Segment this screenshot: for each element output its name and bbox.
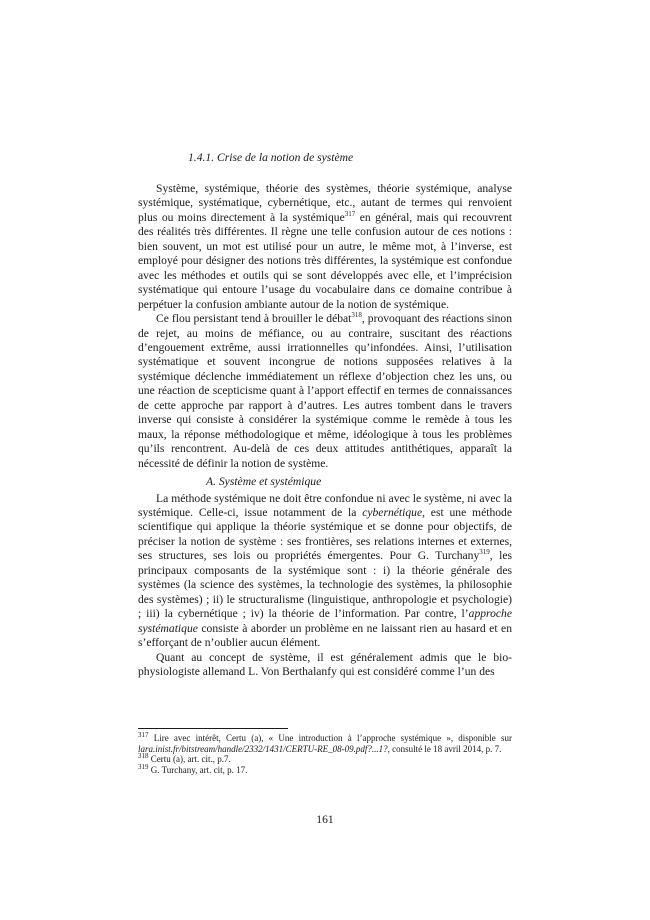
footnote-317: [138, 733, 512, 754]
footnote-319: [138, 762, 512, 776]
footnote-url: lara.inist.fr/bitstream/handle/2332/1431/CERTU-RE_08-09.pdf?...1?,: [138, 743, 390, 754]
paragraph-1: [138, 182, 512, 312]
paragraph-3-emphasis-1: cybernétique: [362, 505, 423, 519]
paragraph-3-text-c: , les principaux composants de la systémique sont : i) la théorie générale des systèmes (la science des systèmes, la technologie des systèmes, la philosophie des systèmes) ; ii) le structuralisme (linguistique, anthropologie et psychologie) ; iii) la cybernétique ; iv) la théorie de l’information. Par contre, l’: [138, 549, 512, 621]
footnote-number: 319: [138, 762, 149, 771]
footnote-number: 317: [138, 731, 149, 739]
footnote-text: Lire avec intérêt, Certu (a), « Une introduction à l’approche systémique », disponible sur: [148, 733, 512, 743]
body-text: [138, 150, 512, 679]
paragraph-3-text-a: La méthode systémique ne doit être confondue ni avec le système, ni avec la systémique. Celle-ci, issue notamment de la: [138, 491, 512, 519]
page-number: 161: [316, 813, 334, 826]
footnote-ref-319: 319: [479, 548, 490, 557]
footnote-separator: [138, 728, 288, 729]
footnote-text: G. Turchany, art. cit, p. 17.: [148, 764, 248, 775]
footnote-text: Certu (a), art. cit., p.7.: [148, 754, 231, 765]
paragraph-3-text-d: consiste à aborder un problème en ne laissant rien au hasard et en s’efforçant de n’oublier aucun élément.: [138, 621, 512, 650]
paragraph-3: [138, 492, 512, 651]
subsection-heading: A. Système et systémique: [206, 475, 322, 489]
paragraph-4: Quant au concept de système, il est généralement admis que le bio-physiologiste allemand L. Von Berthalanfy qui est considéré comme l’un des: [138, 650, 512, 678]
paragraph-3-text-b: , est une méthode scientifique qui applique la théorie systémique et se donne pour objectifs, de préciser la notion de système : ses frontières, ses relations internes et externes, ses structures, ses lois ou propriétés émergentes. Pour G. Turchany: [138, 505, 512, 563]
paragraph-2: [138, 312, 512, 471]
paragraph-2-text-b: , provoquant des réactions sinon de rejet, au moins de méfiance, ou au contraire, suscitant des réactions d’engouement extrême, aussi irrationnelles qu’infondées. Ainsi, l’utilisation systématique et souvent incongrue de notions supposées relatives à la systémique déclenche immédiatement un réflexe d’objection chez les uns, ou une réaction de scepticisme quant à l’apport effectif en termes de connaissances de cette approche par rapport à d’autres. Les autres tombent dans le travers inverse qui consiste à considérer la systémique comme le remède à tous les maux, la réponse méthodologique et même, idéologique à tous les problèmes qu’ils rencontrent. Au-delà de ces deux attitudes antithétiques, apparaît la nécessité de définir la notion de système.: [138, 312, 512, 470]
footnote-ref-317: 317: [344, 210, 356, 219]
footnote-text: consulté le 18 avril 2014, p. 7.: [389, 743, 502, 754]
paragraph-2-text-a: Ce flou persistant tend à brouiller le débat: [156, 312, 352, 326]
footnote-318: [138, 754, 512, 765]
paragraph-3-emphasis-2: approche systématique: [138, 607, 512, 635]
paragraph-1-text-a: Système, systémique, théorie des systèmes, théorie systémique, analyse systémique, systématique, cybernétique, etc., autant de termes qui renvoient plus ou moins directement à la systémique: [138, 182, 512, 224]
paragraph-1-text-b: en général, mais qui recouvrent des réalités très différentes. Il règne une telle confusion autour de ces notions : bien souvent, un mot est utilisé pour un autre, le même mot, à l’inverse, est employé pour désigner des notions très différentes, la systémique est confondue avec les méthodes et outils qui se sont développés avec elle, et l’imprécision systématique qui entoure l’usage du vocabulaire dans ce domaine contribue à perpétuer la confusion ambiante autour de la notion de systémique.: [138, 210, 512, 311]
footnote-number: 318: [138, 752, 149, 761]
section-heading: 1.4.1. Crise de la notion de système: [188, 151, 354, 164]
footnotes: [138, 733, 512, 775]
footnote-ref-318: 318: [351, 311, 362, 320]
